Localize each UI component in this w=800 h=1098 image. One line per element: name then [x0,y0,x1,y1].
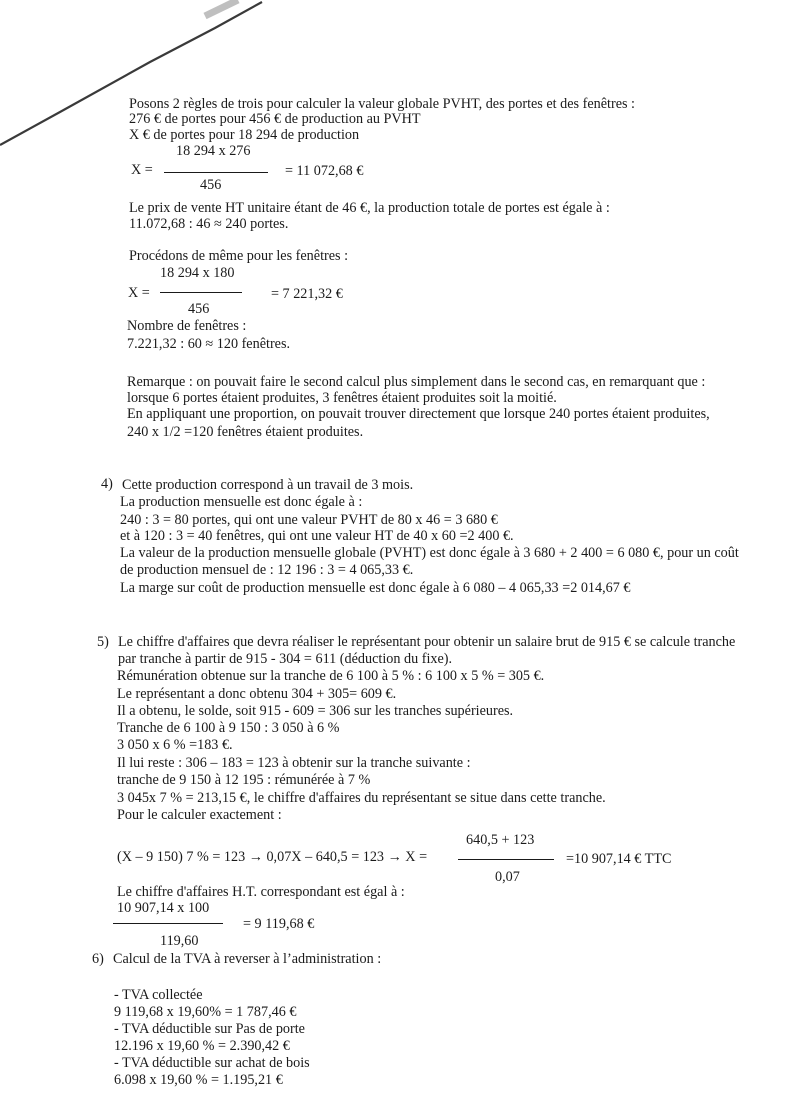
section4-line: La valeur de la production mensuelle globale (PVHT) est donc égale à 3 680 + 2 400 = 6 080 €, pour un coût [120,545,739,561]
fenetres-count-line: 7.221,32 : 60 ≈ 120 fenêtres. [127,336,291,352]
remarque-line: En appliquant une proportion, on pouvait trouver directement que lorsque 240 portes étaient produites, [127,406,710,422]
section4-line: Cette production correspond à un travail de 3 mois. [122,477,414,493]
section5-line: Il a obtenu, le solde, soit 915 - 609 = 306 sur les tranches supérieures. [117,703,514,719]
section5-line: Le représentant a donc obtenu 304 + 305= 609 €. [117,686,397,702]
formula2-result: = 7 221,32 € [271,286,343,302]
section5-line: Le chiffre d'affaires que devra réaliser le représentant pour obtenir un salaire brut de 915 € se calcule tranche [118,634,736,650]
section4-line: et à 120 : 3 = 40 fenêtres, qui ont une valeur HT de 40 x 60 =2 400 €. [120,528,514,544]
section6-line: 12.196 x 19,60 % = 2.390,42 € [114,1038,290,1054]
section5-line: 3 050 x 6 % =183 €. [117,737,233,753]
remarque-line: lorsque 6 portes étaient produites, 3 fenêtres étaient produites soit la moitié. [127,390,557,406]
section5-line: Tranche de 6 100 à 9 150 : 3 050 à 6 % [117,720,340,736]
equation-result: =10 907,14 € TTC [566,851,672,867]
intro-line: Posons 2 règles de trois pour calculer la valeur globale PVHT, des portes et des fenêtres : [129,96,636,112]
section4-number: 4) [101,476,113,492]
formula1-numerator: 18 294 x 276 [176,143,251,159]
section5-line: 3 045x 7 % = 213,15 €, le chiffre d'affaires du représentant se situe dans cette tranche. [117,790,606,806]
section5-line: par tranche à partir de 915 - 304 = 611 (déduction du fixe). [118,651,453,667]
formula1-result: = 11 072,68 € [285,163,364,179]
portes-line: Le prix de vente HT unitaire étant de 46 €, la production totale de portes est égale à : [129,200,610,216]
section4-line: La marge sur coût de production mensuelle est donc égale à 6 080 – 4 065,33 =2 014,67 € [120,580,631,596]
section5-line: Rémunération obtenue sur la tranche de 6 100 à 5 % : 6 100 x 5 % = 305 €. [117,668,545,684]
section6-line: 9 119,68 x 19,60% = 1 787,46 € [114,1004,297,1020]
formula2-lhs: X = [128,285,150,301]
intro-line: 276 € de portes pour 456 € de production au PVHT [129,111,421,127]
ht-line: Le chiffre d'affaires H.T. correspondant est égal à : [117,884,405,900]
ht-result: = 9 119,68 € [243,916,315,932]
formula2-fraction-bar [160,292,242,293]
section5-line: tranche de 9 150 à 12 195 : rémunérée à 7 % [117,772,371,788]
section4-line: 240 : 3 = 80 portes, qui ont une valeur PVHT de 80 x 46 = 3 680 € [120,512,498,528]
formula1-fraction-bar [164,172,268,173]
fenetres-count-line: Nombre de fenêtres : [127,318,247,334]
formula2-denominator: 456 [188,301,210,317]
remarque-line: Remarque : on pouvait faire le second calcul plus simplement dans le second cas, en remarquant que : [127,374,706,390]
formula1-lhs: X = [131,162,153,178]
section4-line: La production mensuelle est donc égale à : [120,494,363,510]
equation-fraction-bar [458,859,554,860]
section6-number: 6) [92,951,104,967]
section6-line: - TVA collectée [114,987,203,1003]
ht-fraction-bar [113,923,223,924]
ht-numerator: 10 907,14 x 100 [117,900,210,916]
intro-line: X € de portes pour 18 294 de production [129,127,360,143]
equation-denominator: 0,07 [495,869,520,885]
section6-line: 6.098 x 19,60 % = 1.195,21 € [114,1072,283,1088]
section5-number: 5) [97,634,109,650]
section6-title: Calcul de la TVA à reverser à l’administration : [113,951,382,967]
section6-line: - TVA déductible sur Pas de porte [114,1021,305,1037]
equation-left: (X – 9 150) 7 % = 123 → 0,07X – 640,5 = 123 → X = [117,849,428,865]
section4-line: de production mensuel de : 12 196 : 3 = 4 065,33 €. [120,562,414,578]
formula2-numerator: 18 294 x 180 [160,265,235,281]
remarque-line: 240 x 1/2 =120 fenêtres étaient produites. [127,424,364,440]
fenetres-intro: Procédons de même pour les fenêtres : [129,248,349,264]
section5-line: Pour le calculer exactement : [117,807,282,823]
section6-line: - TVA déductible sur achat de bois [114,1055,310,1071]
section5-line: Il lui reste : 306 – 183 = 123 à obtenir sur la tranche suivante : [117,755,471,771]
ht-denominator: 119,60 [160,933,199,949]
formula1-denominator: 456 [200,177,222,193]
portes-line: 11.072,68 : 46 ≈ 240 portes. [129,216,289,232]
equation-numerator: 640,5 + 123 [466,832,535,848]
